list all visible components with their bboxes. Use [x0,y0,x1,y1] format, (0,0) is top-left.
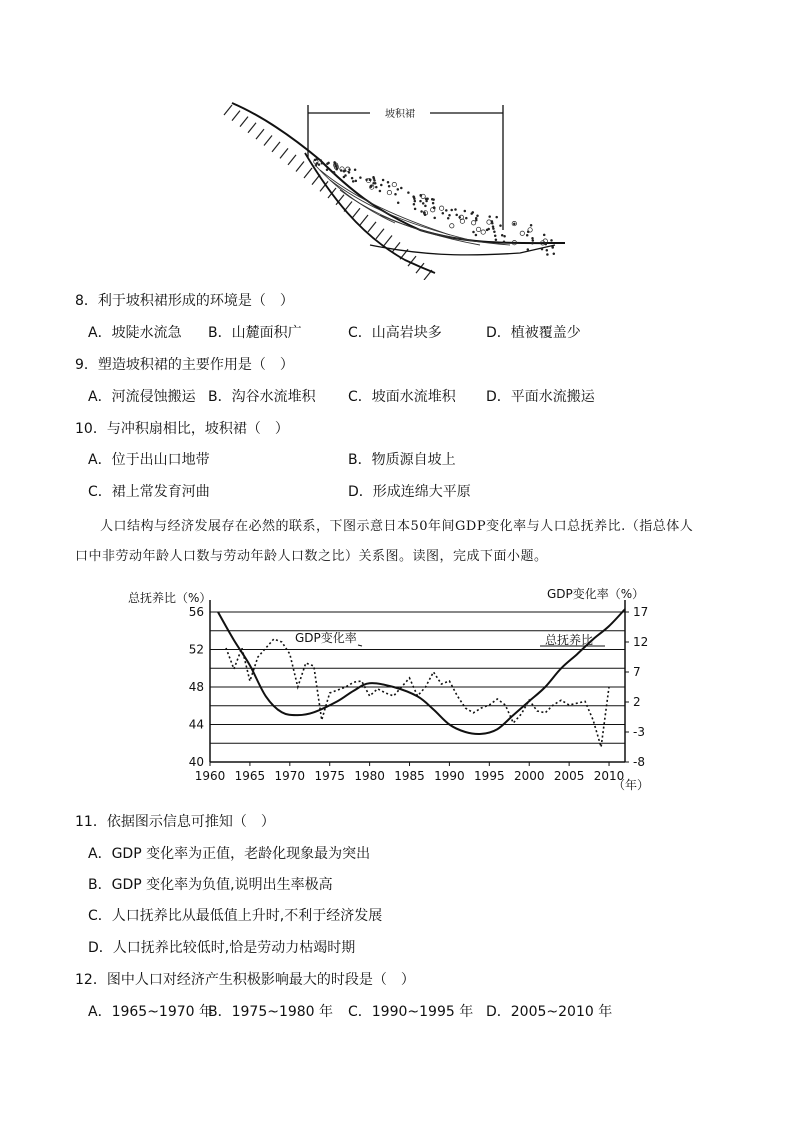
sediment-particle [414,198,416,200]
sediment-particle [328,162,330,164]
sediment-particle [503,241,505,243]
question-10-stem: 10．与冲积扇相比，坡积裙（ ） [75,421,289,437]
sediment-particle [326,169,328,171]
sediment-particle [333,172,335,174]
sediment-particle [553,253,555,255]
dependency-ratio-line [218,609,625,734]
x-tick-label: 2000 [513,769,545,783]
sediment-particle [400,187,402,189]
y-left-tick-label: 56 [188,605,204,619]
sediment-particle [320,160,322,162]
hatch-mark [352,208,360,218]
question-9-stem: 9．塑造坡积裙的主要作用是（ ） [75,357,294,373]
question-8-option-b: B．山麓面积广 [208,325,302,341]
y-right-tick-label: 2 [633,695,641,709]
question-9-option-d: D．平面水流搬运 [486,389,595,405]
hatch-mark [280,148,288,158]
hatch-mark [392,242,400,252]
y-axis-left-label: 总抚养比（%） [128,591,212,605]
sediment-particle [352,181,354,183]
sediment-particle [395,193,397,195]
sediment-particle [349,169,351,171]
question-12-option-d: D．2005~2010 年 [486,1004,613,1020]
sediment-particle [532,240,534,242]
question-11-option-a: A．GDP 变化率为正值，老龄化现象最为突出 [88,846,371,862]
sediment-particle [382,179,384,181]
sediment-particle [432,202,434,204]
x-tick-label: 1990 [434,769,465,783]
x-tick-label: 1975 [314,769,345,783]
x-tick-label: 1985 [394,769,425,783]
sediment-particle [369,179,371,181]
sediment-particle [397,189,399,191]
sediment-particle [447,217,449,219]
gdp-change-rate-line [226,639,609,747]
sediment-particle [456,214,458,216]
sediment-particle [476,227,480,231]
hatch-mark [304,168,312,178]
sediment-particle [475,217,477,219]
hatch-mark [264,135,272,145]
sediment-particle [439,206,443,210]
sediment-particle [370,186,372,188]
hatch-mark [296,161,304,171]
question-10-option-c: C．裙上常发育河曲 [88,484,210,500]
y-left-tick-label: 48 [188,680,204,694]
sediment-particle [532,242,534,244]
sediment-particle [541,248,543,250]
sediment-particle [397,202,399,204]
sediment-particle [455,209,457,211]
y-left-tick-label: 52 [188,642,204,657]
sediment-particle [527,231,529,233]
sediment-particle [475,219,477,221]
sediment-particle [321,162,323,164]
sediment-particle [504,235,506,237]
sediment-particle [343,176,345,178]
sediment-particle [387,190,391,194]
sediment-particle [445,210,447,212]
sediment-particle [408,192,410,194]
sediment-particle [374,180,376,182]
sediment-particle [422,203,424,205]
x-tick-label: 1980 [354,769,385,783]
question-11-stem: 11．依据图示信息可推知（ ） [75,814,275,830]
sediment-particle [546,249,548,251]
slope-apron-figure [220,95,580,280]
sediment-particle [475,234,477,236]
sediment-particle [348,172,350,174]
hatch-mark [240,117,248,127]
bedrock-line [305,153,435,273]
sediment-particle [354,169,356,171]
x-axis-label: （年） [613,778,650,792]
hatch-mark [360,215,368,225]
sediment-particle [465,217,467,219]
sediment-dots [314,158,555,255]
sediment-particle [335,166,337,168]
sediment-particle [513,223,515,225]
sediment-particle [355,180,357,182]
sediment-particle [494,235,496,237]
question-9-option-b: B．沟谷水流堆积 [208,389,316,405]
sediment-particle [374,182,376,184]
sediment-particle [425,198,427,200]
sediment-particle [425,205,427,207]
hatch-mark [224,105,232,115]
sediment-particle [351,177,353,179]
intro-line-1: 人口结构与经济发展存在必然的联系，下图示意日本50年间GDP变化率与人口总抚养比.（指总体人 [100,519,694,534]
sediment-particle [500,225,502,227]
hatch-mark [288,155,296,165]
question-9-option-c: C．坡面水流堆积 [348,389,456,405]
sediment-particle [373,178,375,180]
x-tick-label: 1965 [234,769,266,783]
sediment-particle [388,185,390,187]
sediment-particle [532,237,534,239]
sediment-particle [379,190,381,192]
y-right-tick-label: 12 [633,635,649,649]
sediment-particle [489,216,491,218]
sediment-particle [527,249,529,251]
slope-apron-label: 坡积裙 [385,109,415,120]
sediment-particle [491,222,493,224]
sediment-particle [426,200,428,202]
intro-line-2: 口中非劳动年龄人口数与劳动年龄人口数之比）关系图。读图，完成下面小题。 [75,549,548,564]
y-right-tick-label: -3 [633,725,645,739]
sediment-particle [471,221,475,225]
question-10-option-d: D．形成连绵大平原 [348,484,471,500]
x-tick-label: 2005 [553,769,585,783]
sediment-particle [526,234,528,236]
sediment-particle [380,184,382,186]
question-8-stem: 8．利于坡积裙形成的环境是（ ） [75,293,294,309]
y-left-tick-label: 44 [188,717,204,732]
y-right-tick-label: -8 [633,755,645,769]
question-8-option-d: D．植被覆盖少 [486,325,581,341]
sediment-particle [551,240,553,242]
question-12-option-a: A．1965~1970 年 [88,1004,214,1020]
sediment-particle [477,215,479,217]
y-right-tick-label: 7 [633,665,641,679]
y-axis-right-label: GDP变化率（%） [547,587,645,601]
sediment-particle [387,181,389,183]
y-right-tick-label: 17 [633,605,649,619]
sediment-particle [420,200,422,202]
sediment-particle [451,209,453,211]
sediment-particle [520,231,524,235]
sediment-particle [460,219,464,223]
sediment-particle [392,182,396,186]
sediment-particle [375,186,377,188]
sediment-particle [421,211,423,213]
sediment-particle [414,200,416,202]
sediment-particle [414,208,416,210]
bedrock-hatching [224,105,432,280]
gdp-dependency-chart [110,582,690,797]
sediment-particle [547,254,549,256]
sediment-particle [449,214,451,216]
question-11-option-b: B．GDP 变化率为负值,说明出生率极高 [88,877,333,893]
question-8-option-a: A．坡陡水流急 [88,325,182,341]
sediment-particle [493,228,495,230]
sediment-particle [495,239,497,241]
dependency-series-label: 总抚养比 [545,633,594,647]
question-10-option-b: B．物质源自坡上 [348,452,456,468]
sediment-particle [492,226,494,228]
sediment-particle [360,177,362,179]
sediment-particle [420,194,422,196]
sediment-particle [464,210,466,212]
sediment-particle [431,198,433,200]
question-11-option-d: D．人口抚养比较低时,恰是劳动力枯竭时期 [88,940,356,956]
question-10-option-a: A．位于出山口地带 [88,452,210,468]
question-12-option-b: B．1975~1980 年 [208,1004,334,1020]
x-tick-label: 1960 [194,769,226,783]
x-tick-label: 2010 [593,769,625,783]
sediment-particle [552,247,554,249]
hatch-mark [384,236,392,246]
sediment-particle [481,230,485,234]
x-tick-label: 1995 [474,769,505,783]
sediment-particle [318,164,320,166]
sediment-particle [442,212,444,214]
question-8-option-c: C．山高岩块多 [348,325,442,341]
gdp-series-label: GDP变化率 [295,631,357,645]
hatch-mark [232,111,240,121]
sediment-particle [530,224,532,226]
sediment-particle [345,175,347,177]
sediment-particle [494,231,496,233]
sediment-particle [501,234,503,236]
sediment-particle [450,224,454,228]
hatch-mark [376,229,384,239]
sediment-particle [496,216,498,218]
sediment-particle [471,213,473,215]
hatch-mark [248,123,256,133]
sediment-particle [336,168,338,170]
gdp-label-leader [358,645,362,646]
hatch-mark [272,142,280,152]
sediment-particle [473,231,475,233]
sediment-particle [487,220,491,224]
sediment-particle [413,203,415,205]
sediment-particle [543,234,545,236]
hatch-mark [256,129,264,139]
hatch-mark [368,222,376,232]
sediment-particle [433,207,435,209]
question-12-option-c: C．1990~1995 年 [348,1004,474,1020]
question-11-option-c: C．人口抚养比从最低值上升时,不利于经济发展 [88,908,383,924]
sediment-particle [434,217,436,219]
question-12-stem: 12．图中人口对经济产生积极影响最大的时段是（ ） [75,972,415,988]
question-9-option-a: A．河流侵蚀搬运 [88,389,196,405]
x-tick-label: 1970 [274,769,306,783]
y-left-tick-label: 40 [188,755,204,769]
sediment-particle [488,228,490,230]
